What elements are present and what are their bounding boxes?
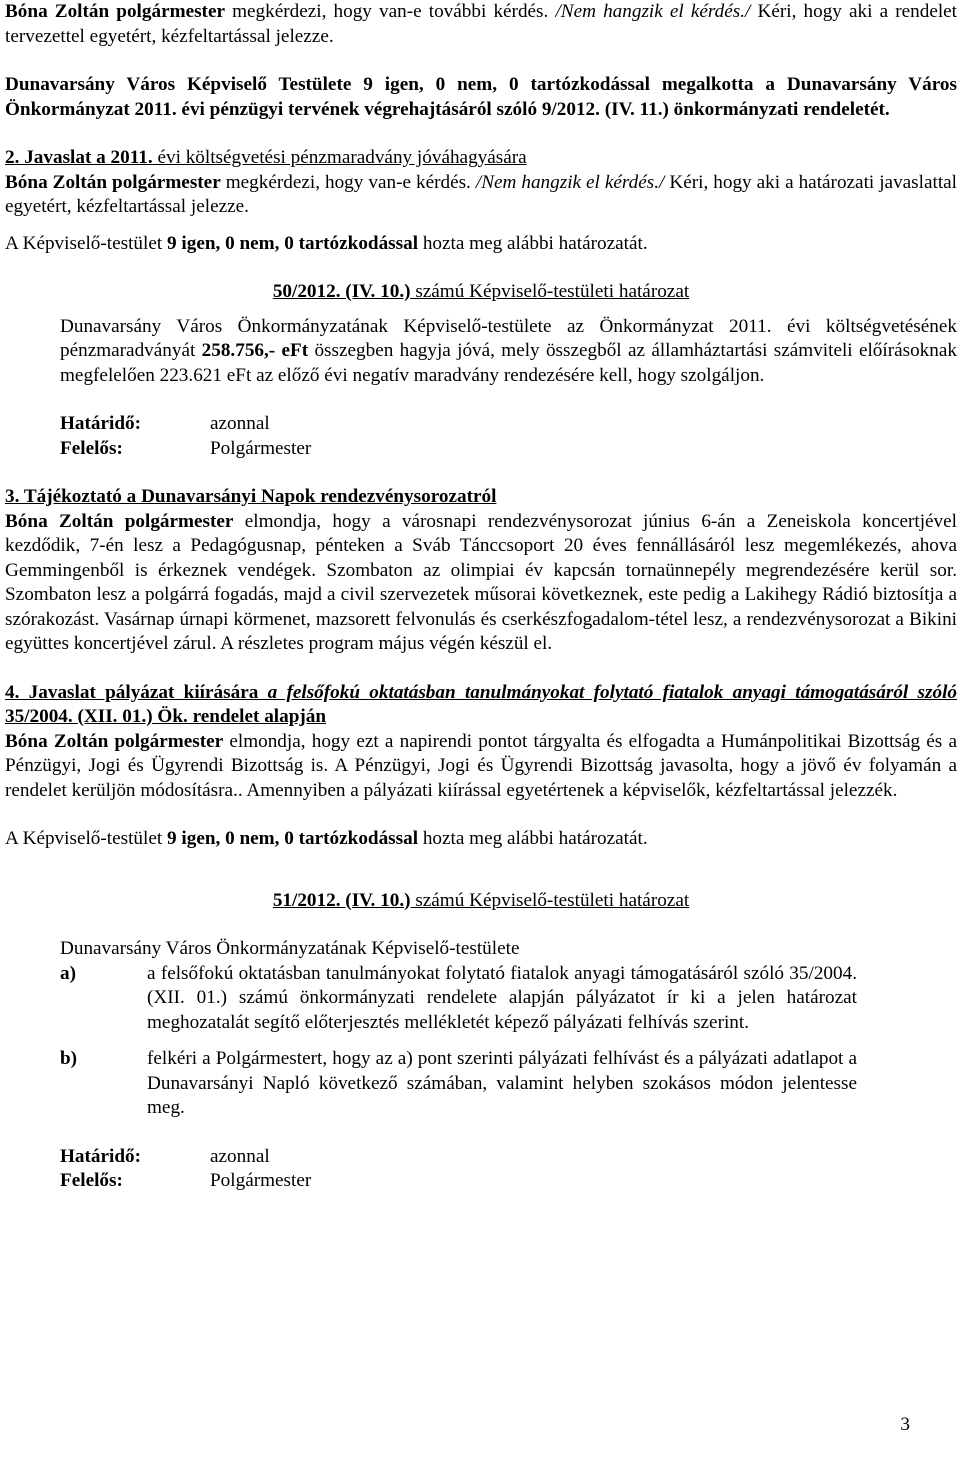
resolution-title [5,889,957,914]
text: hozta meg alábbi határozatát. [418,828,648,849]
deadline-label: Határidő: [60,413,142,434]
item3-paragraph [5,510,957,657]
deadline-block [5,412,957,461]
decree-statement: Dunavarsány Város Képviselő Testülete 9 igen, 0 nem, 0 tartózkodással megalkotta a Dunavarsány Város Önkormányzat 2011. évi pénzügyi tervének végrehajtásáról szóló 9/2012. (IV. 11.) önkormányzati rendeletét. [5,74,957,120]
speaker-name: Bóna Zoltán polgármester [5,171,221,193]
resolution-body [5,315,957,389]
item4-paragraph [5,730,957,804]
speaker-name: Bóna Zoltán polgármester [5,730,224,752]
page-number: 3 [900,1414,910,1435]
intro-paragraph [5,0,957,49]
aside-note: /Nem hangzik el kérdés./ [555,1,751,22]
speaker-name: Bóna Zoltán polgármester [5,1,225,22]
list-marker: a) [60,962,76,984]
document-page [5,0,957,1194]
resolution-item-a [5,962,957,1036]
item3-heading: 3. Tájékoztató a Dunavarsányi Napok rendezvénysorozatról [5,486,497,507]
text: hozta meg alábbi határozatát. [418,232,648,254]
resolution-intro: Dunavarsány Város Önkormányzatának Képviselő-testülete [60,938,520,959]
text: A Képviselő-testület [5,232,167,254]
deadline-block [5,1145,957,1194]
item2-heading [5,146,957,171]
text: elmondja, hogy a városnapi rendezvénysorozat június 6-án a Zeneiskola koncertjével kezdődik, 7-én lesz a Pedagógusnap, pénteken a Sváb Tánccsoport 20 éves fennállásáról lesz megemlékezés, ahova Gemmingenből is érkeznek vendégek. Szombaton az olimpiai év kapcsán tornaünnepély megrendezésére kerül sor. Szombaton lesz a polgárrá fogadás, majd a civil szervezetek műsorai következnek, este pedig a Lakihegy Rádió biztosítja a szórakozást. Vasárnap úrnapi körmenet, mazsorett felvonulás és cserkészfogadalom-tétel lesz, a rendezvénysorozat a Bikini együttes koncertjével zárul. A részletes program május végén készül el. [5,510,957,654]
resolution-number: 51/2012. (IV. 10.) [272,889,411,911]
item4-heading [5,681,957,730]
deadline-label: Határidő: [60,1145,142,1167]
responsible-label: Felelős: [60,437,123,459]
responsible-value: Polgármester [210,437,312,459]
deadline-value: azonnal [210,1145,270,1167]
resolution-item-b [5,1047,957,1121]
text: A Képviselő-testület [5,828,167,849]
text: Kéri, hogy aki a rendelet tervezettel egyetért, kézfeltartással jelezze. [5,1,958,47]
responsible-value: Polgármester [210,1170,312,1191]
text: összegben hagyja jóvá, mely összegből az államháztartási számviteli előírásoknak megfelelően 223.621 eFt az előző évi negatív maradvány rendezésére kell, hogy szolgáljon. [60,340,957,386]
vote-line [5,827,957,852]
heading-text: 4. Javaslat pályázat kiírására [5,681,268,703]
vote-line [5,232,957,257]
list-text: a felsőfokú oktatásban tanulmányokat folytató fiatalok anyagi támogatásáról szóló 35/2004. (XII. 01.) számú önkormányzati rendelete alapján pályázatot ír ki a jelen határozat meghozatalát segítő előterjesztés mellékletét képező pályázati felhívás szerint. [147,962,857,1033]
text: megkérdezi, hogy van-e kérdés. [220,171,476,193]
heading-italic: a felsőfokú oktatásban tanulmányokat folytató fiatalok anyagi támogatásáról szóló [267,681,957,703]
vote-result: 9 igen, 0 nem, 0 tartózkodással [167,232,419,254]
speaker-name: Bóna Zoltán polgármester [5,510,234,532]
heading-text: 35/2004. (XII. 01.) Ök. rendelet alapján [5,706,327,727]
vote-result: 9 igen, 0 nem, 0 tartózkodással [167,828,419,849]
text: Dunavarsány Város Önkormányzatának Képviselő-testülete az Önkormányzat 2011. évi költségvetésének pénzmaradványát [60,315,957,361]
heading-text: évi költségvetési pénzmaradvány jóváhagyására [152,147,527,168]
amount: 258.756,- eFt [201,340,309,361]
aside-note: /Nem hangzik el kérdés./ [475,171,665,193]
resolution-title [5,280,957,305]
resolution-number: 50/2012. (IV. 10.) [272,281,411,302]
item2-paragraph [5,171,957,220]
heading-number: 2. Javaslat a 2011. [5,147,153,168]
list-text: felkéri a Polgármestert, hogy az a) pont szerinti pályázati felhívást és a pályázati adatlapot a Dunavarsányi Napló következő számában, valamint helyben szokásos módon jelentesse meg. [147,1048,857,1118]
text: megkérdezi, hogy van-e további kérdés. [224,1,556,22]
deadline-value: azonnal [210,413,270,434]
resolution-label: számú Képviselő-testületi határozat [410,889,690,911]
list-marker: b) [60,1048,78,1069]
responsible-label: Felelős: [60,1170,123,1191]
text: elmondja, hogy ezt a napirendi pontot tárgyalta és elfogadta a Humánpolitikai Bizottság és a Pénzügyi, Jogi és Ügyrendi Bizottság is. A Pénzügyi, Jogi és Ügyrendi Bizottság javasolta, hogy a jövő év folyamán a rendelet kerüljön módosításra.. Amennyiben a pályázati kiírással egyetértenek a képviselők, kézfeltartással jelezzék. [5,730,957,801]
text: Kéri, hogy aki a határozati javaslattal egyetért, kézfeltartással jelezze. [5,171,958,217]
resolution-label: számú Képviselő-testületi határozat [410,281,690,302]
